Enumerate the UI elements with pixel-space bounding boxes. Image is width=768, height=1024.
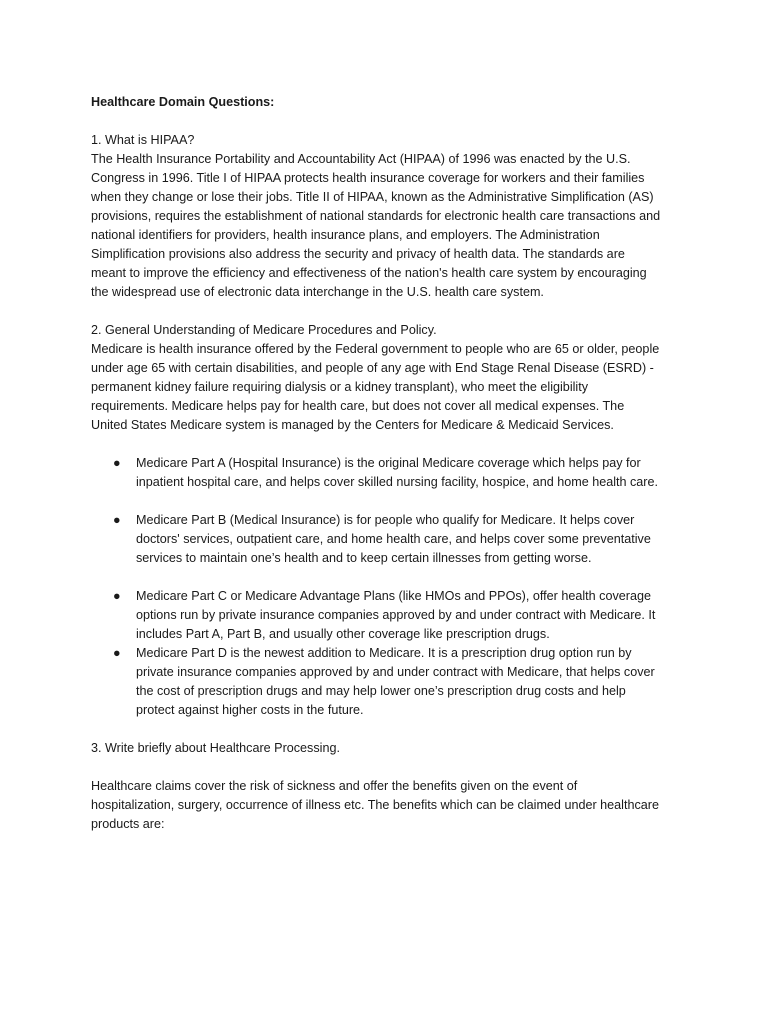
list-item-text: Medicare Part C or Medicare Advantage Plans (like HMOs and PPOs), offer health coverage options run by private insurance companies approved by and under contract with Medicare. It includes Part A, Part B, and usually other coverage like prescription drugs. — [136, 589, 656, 641]
list-item — [91, 644, 661, 720]
question-3-answer: Healthcare claims cover the risk of sickness and offer the benefits given on the event of hospitalization, surgery, occurrence of illness etc. The benefits which can be claimed under healthcare products are: — [91, 779, 659, 831]
question-1-answer: The Health Insurance Portability and Accountability Act (HIPAA) of 1996 was enacted by the U.S. Congress in 1996. Title I of HIPAA protects health insurance coverage for workers and their families when they change or lose their jobs. Title II of HIPAA, known as the Administrative Simplification (AS) provisions, requires the establishment of national standards for electronic health care transactions and national identifiers for providers, health insurance plans, and employers. The Administration Simplification provisions also address the security and privacy of health data. The standards are meant to improve the efficiency and effectiveness of the nation's health care system by encouraging the widespread use of electronic data interchange in the U.S. health care system. — [91, 152, 661, 299]
section-spacer — [91, 720, 661, 739]
question-1-heading: 1. What is HIPAA? — [91, 133, 195, 147]
question-3-heading: 3. Write briefly about Healthcare Processing. — [91, 741, 340, 755]
question-1-section — [91, 131, 661, 302]
list-item — [91, 454, 661, 492]
bullet-icon: ● — [113, 589, 121, 603]
list-spacer — [91, 568, 661, 587]
list-item — [91, 587, 661, 644]
question-3-section — [91, 739, 661, 758]
bullet-icon: ● — [113, 513, 121, 527]
list-spacer — [91, 492, 661, 511]
bullet-icon: ● — [113, 646, 121, 660]
document-title: Healthcare Domain Questions: — [91, 95, 275, 109]
medicare-parts-list — [91, 454, 661, 720]
question-2-answer: Medicare is health insurance offered by the Federal government to people who are 65 or older, people under age 65 with certain disabilities, and people of any age with End Stage Renal Disease (ESRD) - permanent kidney failure requiring dialysis or a kidney transplant), who meet the eligibility requirements. Medicare helps pay for health care, but does not cover all medical expenses. The United States Medicare system is managed by the Centers for Medicare & Medicaid Services. — [91, 342, 660, 432]
list-item-text: Medicare Part A (Hospital Insurance) is the original Medicare coverage which helps pay for inpatient hospital care, and helps cover skilled nursing facility, hospice, and home health care. — [136, 456, 659, 489]
document-page — [91, 93, 661, 834]
list-item-text: Medicare Part B (Medical Insurance) is for people who qualify for Medicare. It helps cover doctors' services, outpatient care, and home health care, and helps cover some preventative services to maintain one’s health and to keep certain illnesses from getting worse. — [136, 513, 651, 565]
list-item — [91, 511, 661, 568]
question-2-heading: 2. General Understanding of Medicare Procedures and Policy. — [91, 323, 437, 337]
bullet-icon: ● — [113, 456, 121, 470]
list-item-text: Medicare Part D is the newest addition to Medicare. It is a prescription drug option run by private insurance companies approved by and under contract with Medicare, that helps cover the cost of prescription drugs and may help lower one’s prescription drug costs and help protect against higher costs in the future. — [136, 646, 655, 717]
question-2-section — [91, 321, 661, 435]
